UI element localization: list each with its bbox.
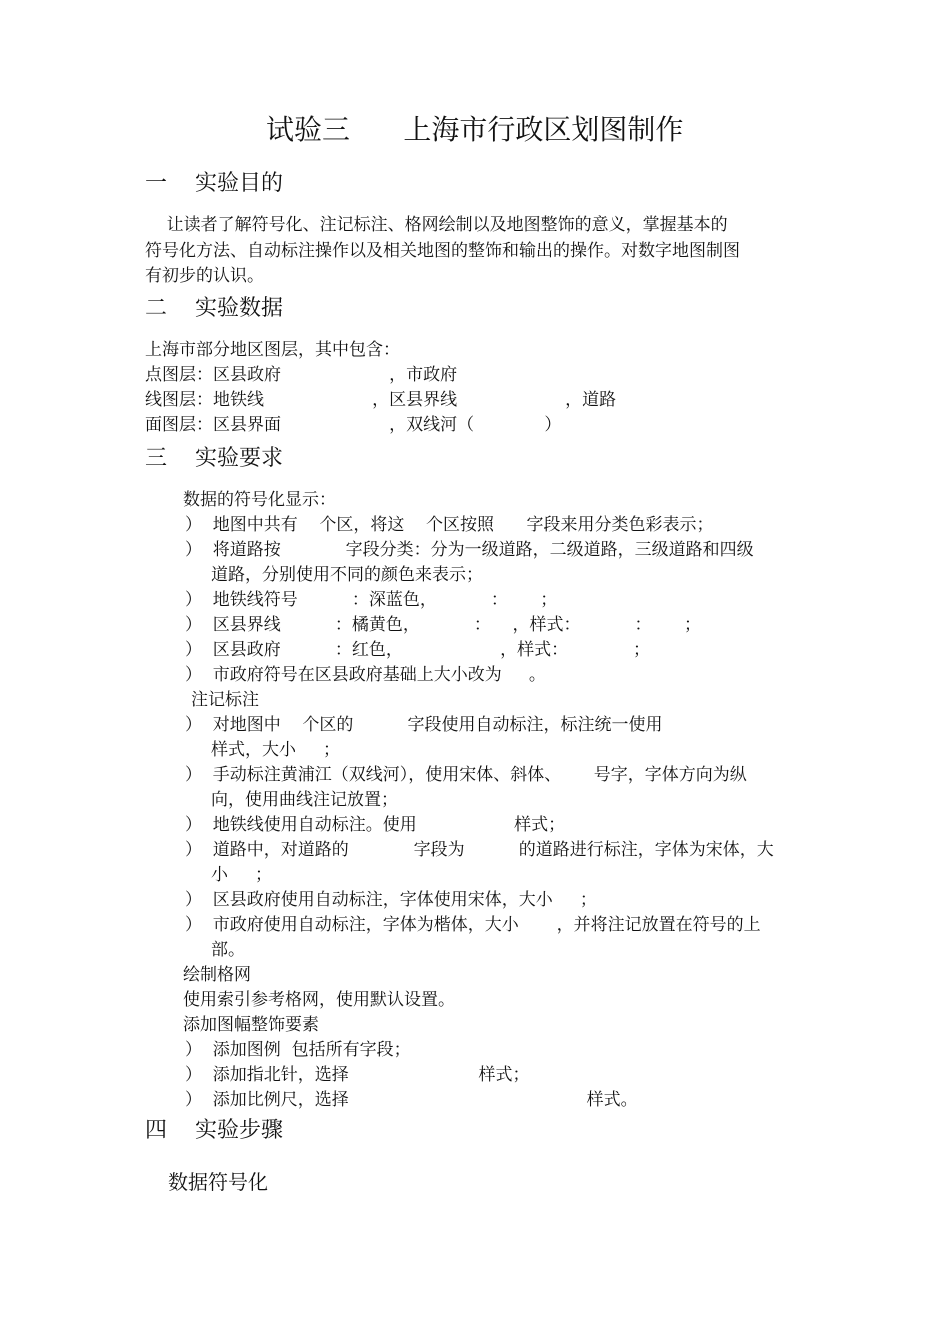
req-item: ） 市政府使用自动标注，字体为楷体，大小 ，并将注记放置在符号的上 bbox=[185, 915, 761, 935]
req-item-cont: 样式，大小 ； bbox=[211, 740, 341, 760]
page-title: 试验三 上海市行政区划图制作 bbox=[266, 113, 684, 146]
req-item: ） 地铁线符号 ：深蓝色， ： ； bbox=[185, 590, 558, 610]
section-heading-requirements: 三 实验要求 bbox=[145, 446, 283, 471]
req-item-cont: 道路，分别使用不同的颜色来表示； bbox=[211, 565, 483, 585]
data-line: 上海市部分地区图层，其中包含： bbox=[145, 340, 400, 360]
req-text: 使用索引参考格网，使用默认设置。 bbox=[183, 990, 455, 1010]
purpose-line: 有初步的认识。 bbox=[145, 266, 264, 286]
req-item: ） 区县政府 ：红色， ，样式： ； bbox=[185, 640, 650, 660]
req-subheading: 绘制格网 bbox=[183, 965, 251, 985]
req-item: ） 添加比例尺，选择 样式。 bbox=[185, 1090, 638, 1110]
req-subheading: 注记标注 bbox=[191, 690, 259, 710]
data-line: 线图层：地铁线 ，区县界线 ，道路 bbox=[145, 390, 617, 410]
req-item: ） 手动标注黄浦江（双线河），使用宋体、斜体、 号字，字体方向为纵 bbox=[185, 765, 747, 785]
data-line: 点图层：区县政府 ，市政府 bbox=[145, 365, 458, 385]
req-subheading: 数据的符号化显示： bbox=[183, 490, 336, 510]
req-item: ） 地铁线使用自动标注。使用 样式； bbox=[185, 815, 566, 835]
req-item-cont: 部。 bbox=[211, 940, 245, 960]
purpose-line: 让读者了解符号化、注记标注、格网绘制以及地图整饰的意义，掌握基本的 bbox=[145, 215, 728, 235]
data-line: 面图层：区县界面 ，双线河（ ） bbox=[145, 415, 562, 435]
req-item: ） 市政府符号在区县政府基础上大小改为 。 bbox=[185, 665, 546, 685]
req-item: ） 添加指北针，选择 样式； bbox=[185, 1065, 530, 1085]
req-item: ） 区县界线 ：橘黄色， ： ，样式： ： ； bbox=[185, 615, 701, 635]
section-heading-data: 二 实验数据 bbox=[145, 296, 283, 321]
step-heading: 数据符号化 bbox=[168, 1170, 268, 1194]
req-item: ） 地图中共有 个区，将这 个区按照 字段来用分类色彩表示； bbox=[185, 515, 714, 535]
section-heading-purpose: 一 实验目的 bbox=[145, 171, 283, 196]
req-item: ） 将道路按 字段分类：分为一级道路，二级道路，三级道路和四级 bbox=[185, 540, 754, 560]
req-subheading: 添加图幅整饰要素 bbox=[183, 1015, 319, 1035]
req-item: ） 添加图例 包括所有字段； bbox=[185, 1040, 411, 1060]
req-item: ） 对地图中 个区的 字段使用自动标注，标注统一使用 bbox=[185, 715, 663, 735]
req-item-cont: 向，使用曲线注记放置； bbox=[211, 790, 398, 810]
req-item-cont: 小 ； bbox=[211, 865, 273, 885]
req-item: ） 区县政府使用自动标注，字体使用宋体，大小 ； bbox=[185, 890, 597, 910]
purpose-line: 符号化方法、自动标注操作以及相关地图的整饰和输出的操作。对数字地图制图 bbox=[145, 241, 740, 261]
req-item: ） 道路中，对道路的 字段为 的道路进行标注，字体为宋体，大 bbox=[185, 840, 774, 860]
section-heading-steps: 四 实验步骤 bbox=[145, 1118, 283, 1143]
